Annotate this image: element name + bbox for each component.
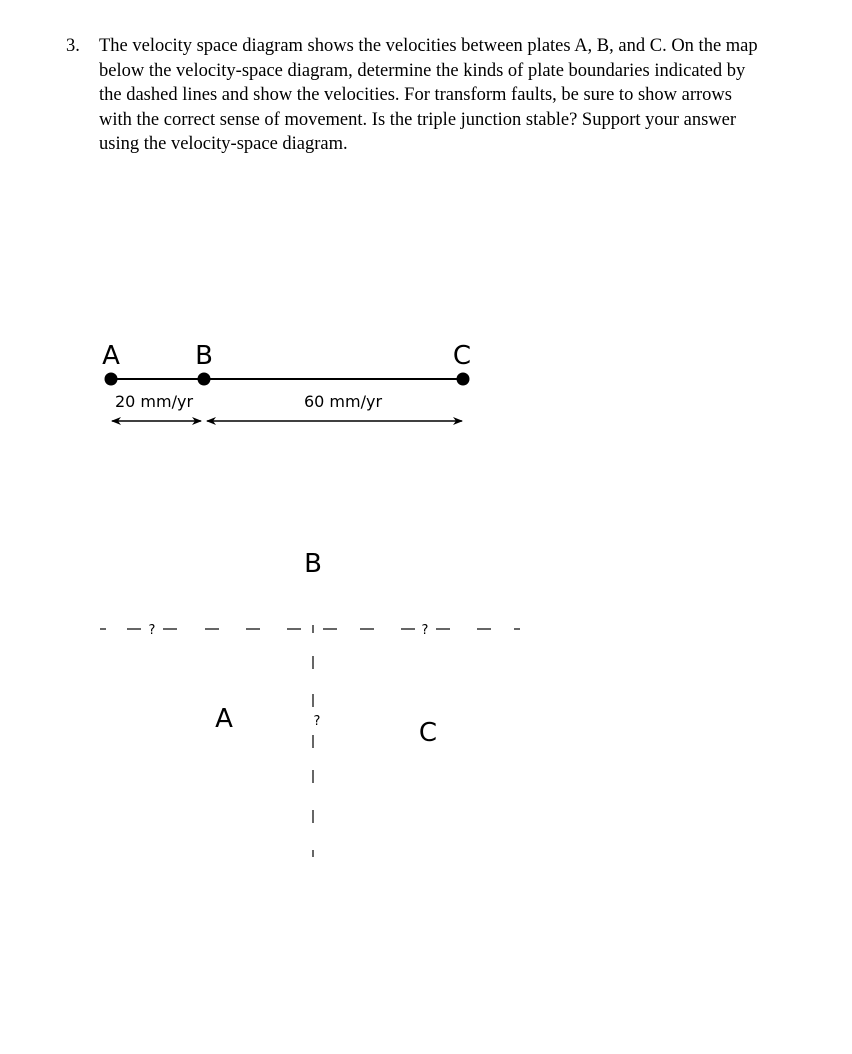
question-line: with the correct sense of movement. Is the triple junction stable? Support your answer xyxy=(99,109,737,130)
velocity-label-bc: 60 mm/yr xyxy=(303,392,383,411)
boundary-unknown-south: ? xyxy=(313,714,321,729)
velocity-point-c xyxy=(457,373,470,386)
question-line: below the velocity-space diagram, determine the kinds of plate boundaries indicated by xyxy=(99,60,746,81)
question-line: The velocity space diagram shows the velocities between plates A, B, and C. On the map xyxy=(99,36,758,56)
plate-map xyxy=(100,549,520,857)
velocity-point-b xyxy=(198,373,211,386)
boundary-unknown-west: ? xyxy=(148,623,156,638)
velocity-point-label-c: C xyxy=(452,341,472,371)
map-plate-label-b: B xyxy=(304,549,322,579)
question-number: 3. xyxy=(66,36,80,56)
velocity-point-a xyxy=(105,373,118,386)
map-plate-label-c: C xyxy=(418,718,438,748)
map-plate-label-a: A xyxy=(215,704,233,734)
question-line: using the velocity-space diagram. xyxy=(99,134,348,154)
velocity-label-ab: 20 mm/yr xyxy=(114,392,194,411)
velocity-space-diagram xyxy=(102,341,471,421)
question-line: the dashed lines and show the velocities. For transform faults, be sure to show arrows xyxy=(99,85,732,105)
velocity-point-label-a: A xyxy=(102,341,120,371)
boundary-unknown-east: ? xyxy=(421,623,429,638)
velocity-point-label-b: B xyxy=(195,341,213,371)
